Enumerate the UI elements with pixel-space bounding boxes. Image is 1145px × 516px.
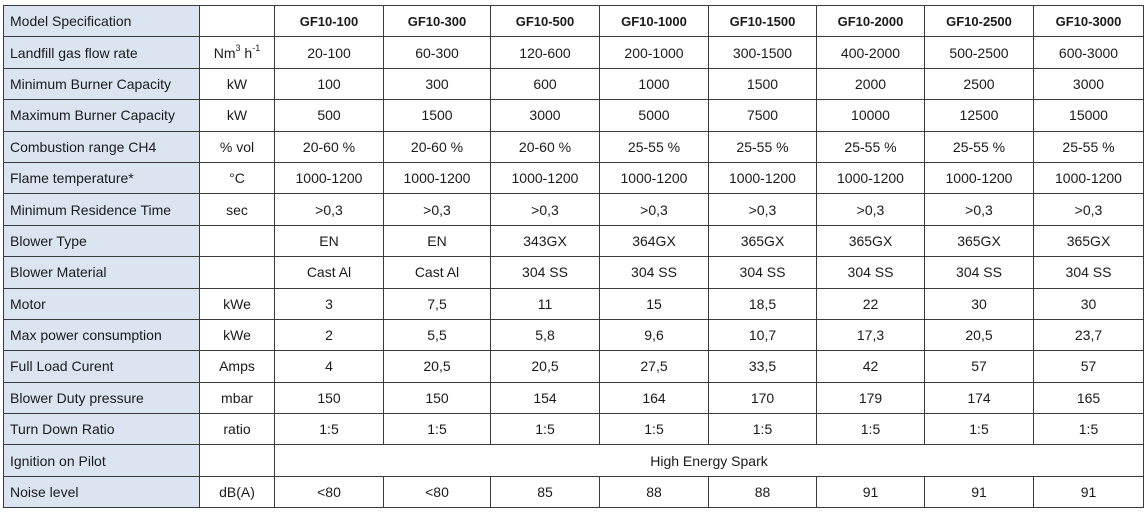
value-cell: 1:5 [1034, 414, 1144, 445]
model-header-cell: GF10-1000 [600, 6, 709, 37]
value-cell: >0,3 [600, 194, 709, 225]
table-row [4, 414, 1144, 445]
table-body [4, 6, 1144, 508]
value-cell: 1:5 [600, 414, 709, 445]
table-row-ignition [4, 445, 1144, 476]
model-specification-table [3, 5, 1144, 508]
value-cell: 20,5 [925, 319, 1034, 350]
row-label-cell: Flame temperature* [4, 162, 200, 193]
unit-cell [200, 257, 275, 288]
value-cell: 1:5 [491, 414, 600, 445]
unit-cell: ratio [200, 414, 275, 445]
unit-cell: kWe [200, 288, 275, 319]
row-label-cell: Minimum Residence Time [4, 194, 200, 225]
value-cell: 1:5 [709, 414, 817, 445]
value-cell: 20,5 [491, 351, 600, 382]
value-cell: 25-55 % [1034, 131, 1144, 162]
unit-cell: Amps [200, 351, 275, 382]
unit-base: Nm [213, 44, 236, 61]
value-cell: 20-60 % [491, 131, 600, 162]
value-cell: 57 [1034, 351, 1144, 382]
row-label-cell: Combustion range CH4 [4, 131, 200, 162]
value-cell: 1000-1200 [1034, 162, 1144, 193]
value-cell: 1000-1200 [491, 162, 600, 193]
value-cell: 1500 [384, 100, 491, 131]
value-cell: 1500 [709, 68, 817, 99]
unit-cell [200, 37, 275, 68]
value-cell: 1:5 [817, 414, 925, 445]
value-cell: 4 [275, 351, 384, 382]
value-cell: 304 SS [1034, 257, 1144, 288]
unit-cell: sec [200, 194, 275, 225]
value-cell: 20,5 [384, 351, 491, 382]
row-label-cell: Full Load Curent [4, 351, 200, 382]
unit-cell [200, 225, 275, 256]
value-cell: 25-55 % [817, 131, 925, 162]
value-cell: 20-60 % [275, 131, 384, 162]
table-row [4, 351, 1144, 382]
value-cell: 1000-1200 [709, 162, 817, 193]
value-cell: >0,3 [384, 194, 491, 225]
value-cell: <80 [384, 476, 491, 507]
value-cell: 150 [384, 382, 491, 413]
header-label-cell: Model Specification [4, 6, 200, 37]
value-cell: 2 [275, 319, 384, 350]
value-cell: 15000 [1034, 100, 1144, 131]
value-cell: 9,6 [600, 319, 709, 350]
value-cell: 30 [1034, 288, 1144, 319]
model-header-cell: GF10-100 [275, 6, 384, 37]
value-cell: >0,3 [925, 194, 1034, 225]
unit-cell: kW [200, 100, 275, 131]
value-cell: 18,5 [709, 288, 817, 319]
unit-cell: kWe [200, 319, 275, 350]
value-cell: 3000 [491, 100, 600, 131]
table-row [4, 288, 1144, 319]
value-cell: 2000 [817, 68, 925, 99]
value-cell: 164 [600, 382, 709, 413]
value-cell: 170 [709, 382, 817, 413]
value-cell: 365GX [925, 225, 1034, 256]
value-cell: 10000 [817, 100, 925, 131]
value-cell: 20-100 [275, 37, 384, 68]
table-row [4, 194, 1144, 225]
value-cell: 365GX [1034, 225, 1144, 256]
unit-cell: % vol [200, 131, 275, 162]
value-cell: 1000-1200 [925, 162, 1034, 193]
value-cell: 3000 [1034, 68, 1144, 99]
value-cell: 33,5 [709, 351, 817, 382]
value-cell: >0,3 [275, 194, 384, 225]
value-cell: 154 [491, 382, 600, 413]
value-cell: 343GX [491, 225, 600, 256]
value-cell: 22 [817, 288, 925, 319]
model-header-cell: GF10-500 [491, 6, 600, 37]
row-label-cell: Minimum Burner Capacity [4, 68, 200, 99]
value-cell: 57 [925, 351, 1034, 382]
model-header-cell: GF10-300 [384, 6, 491, 37]
value-cell: >0,3 [817, 194, 925, 225]
value-cell: 85 [491, 476, 600, 507]
value-cell: 200-1000 [600, 37, 709, 68]
model-header-cell: GF10-3000 [1034, 6, 1144, 37]
value-cell: 7500 [709, 100, 817, 131]
value-cell: 365GX [709, 225, 817, 256]
value-cell: 1000-1200 [384, 162, 491, 193]
value-cell: 88 [709, 476, 817, 507]
row-label-cell: Blower Duty pressure [4, 382, 200, 413]
table-row [4, 319, 1144, 350]
row-label-cell: Blower Type [4, 225, 200, 256]
value-cell: 100 [275, 68, 384, 99]
value-cell: 1:5 [925, 414, 1034, 445]
unit-cell: °C [200, 162, 275, 193]
value-cell: 42 [817, 351, 925, 382]
value-cell: 500-2500 [925, 37, 1034, 68]
row-label-cell: Turn Down Ratio [4, 414, 200, 445]
value-cell: 1000-1200 [600, 162, 709, 193]
value-cell: Cast Al [384, 257, 491, 288]
value-cell: 11 [491, 288, 600, 319]
value-cell: 88 [600, 476, 709, 507]
value-cell: EN [275, 225, 384, 256]
table-row [4, 225, 1144, 256]
value-cell: 179 [817, 382, 925, 413]
value-cell: 27,5 [600, 351, 709, 382]
value-cell: 5,8 [491, 319, 600, 350]
value-cell: 25-55 % [925, 131, 1034, 162]
value-cell: 20-60 % [384, 131, 491, 162]
unit-exponent: 3 [235, 42, 241, 53]
value-cell: EN [384, 225, 491, 256]
unit-cell: mbar [200, 382, 275, 413]
value-cell: 150 [275, 382, 384, 413]
value-cell: 304 SS [491, 257, 600, 288]
value-cell: 304 SS [600, 257, 709, 288]
value-cell: 23,7 [1034, 319, 1144, 350]
value-cell: 1000-1200 [817, 162, 925, 193]
model-header-cell: GF10-1500 [709, 6, 817, 37]
model-header-cell: GF10-2000 [817, 6, 925, 37]
value-cell: 60-300 [384, 37, 491, 68]
table-row [4, 131, 1144, 162]
table-row [4, 257, 1144, 288]
value-cell: 30 [925, 288, 1034, 319]
value-cell: 91 [925, 476, 1034, 507]
value-cell: 304 SS [709, 257, 817, 288]
value-cell: Cast Al [275, 257, 384, 288]
spec-table-wrapper [3, 5, 1144, 508]
value-cell: 5000 [600, 100, 709, 131]
value-cell: 600 [491, 68, 600, 99]
value-cell: 25-55 % [709, 131, 817, 162]
unit-cell [200, 445, 275, 476]
row-label-cell: Noise level [4, 476, 200, 507]
value-cell: 91 [817, 476, 925, 507]
value-cell: 1:5 [275, 414, 384, 445]
value-cell: >0,3 [1034, 194, 1144, 225]
value-cell: 365GX [817, 225, 925, 256]
value-cell: 7,5 [384, 288, 491, 319]
value-cell: 174 [925, 382, 1034, 413]
value-cell: 400-2000 [817, 37, 925, 68]
value-cell: 15 [600, 288, 709, 319]
header-unit-cell [200, 6, 275, 37]
row-label-cell: Blower Material [4, 257, 200, 288]
unit-mid: h [240, 44, 253, 61]
value-cell: 300-1500 [709, 37, 817, 68]
value-cell: >0,3 [491, 194, 600, 225]
unit-cell: dB(A) [200, 476, 275, 507]
table-row-flow-rate [4, 37, 1144, 68]
row-label-cell: Max power consumption [4, 319, 200, 350]
value-cell: 120-600 [491, 37, 600, 68]
table-row [4, 68, 1144, 99]
value-cell: 10,7 [709, 319, 817, 350]
row-label-cell: Ignition on Pilot [4, 445, 200, 476]
value-cell: 5,5 [384, 319, 491, 350]
table-row [4, 382, 1144, 413]
value-cell: 1000-1200 [275, 162, 384, 193]
table-row-noise-level [4, 476, 1144, 507]
value-cell: >0,3 [709, 194, 817, 225]
row-label-cell: Motor [4, 288, 200, 319]
row-label-cell: Landfill gas flow rate [4, 37, 200, 68]
value-cell: <80 [275, 476, 384, 507]
value-cell: 91 [1034, 476, 1144, 507]
value-cell: 17,3 [817, 319, 925, 350]
row-label-cell: Maximum Burner Capacity [4, 100, 200, 131]
value-cell: 1000 [600, 68, 709, 99]
value-cell: 364GX [600, 225, 709, 256]
table-header-row [4, 6, 1144, 37]
unit-cell: kW [200, 68, 275, 99]
value-cell: 3 [275, 288, 384, 319]
value-cell: 300 [384, 68, 491, 99]
value-cell: 2500 [925, 68, 1034, 99]
value-cell: 165 [1034, 382, 1144, 413]
value-cell: 500 [275, 100, 384, 131]
table-row [4, 162, 1144, 193]
value-cell: 12500 [925, 100, 1034, 131]
value-cell: 304 SS [817, 257, 925, 288]
table-row [4, 100, 1144, 131]
unit-exponent: -1 [252, 42, 261, 53]
value-cell: 304 SS [925, 257, 1034, 288]
value-cell: 1:5 [384, 414, 491, 445]
model-header-cell: GF10-2500 [925, 6, 1034, 37]
value-cell: 600-3000 [1034, 37, 1144, 68]
value-cell: 25-55 % [600, 131, 709, 162]
merged-value-cell: High Energy Spark [275, 445, 1144, 476]
